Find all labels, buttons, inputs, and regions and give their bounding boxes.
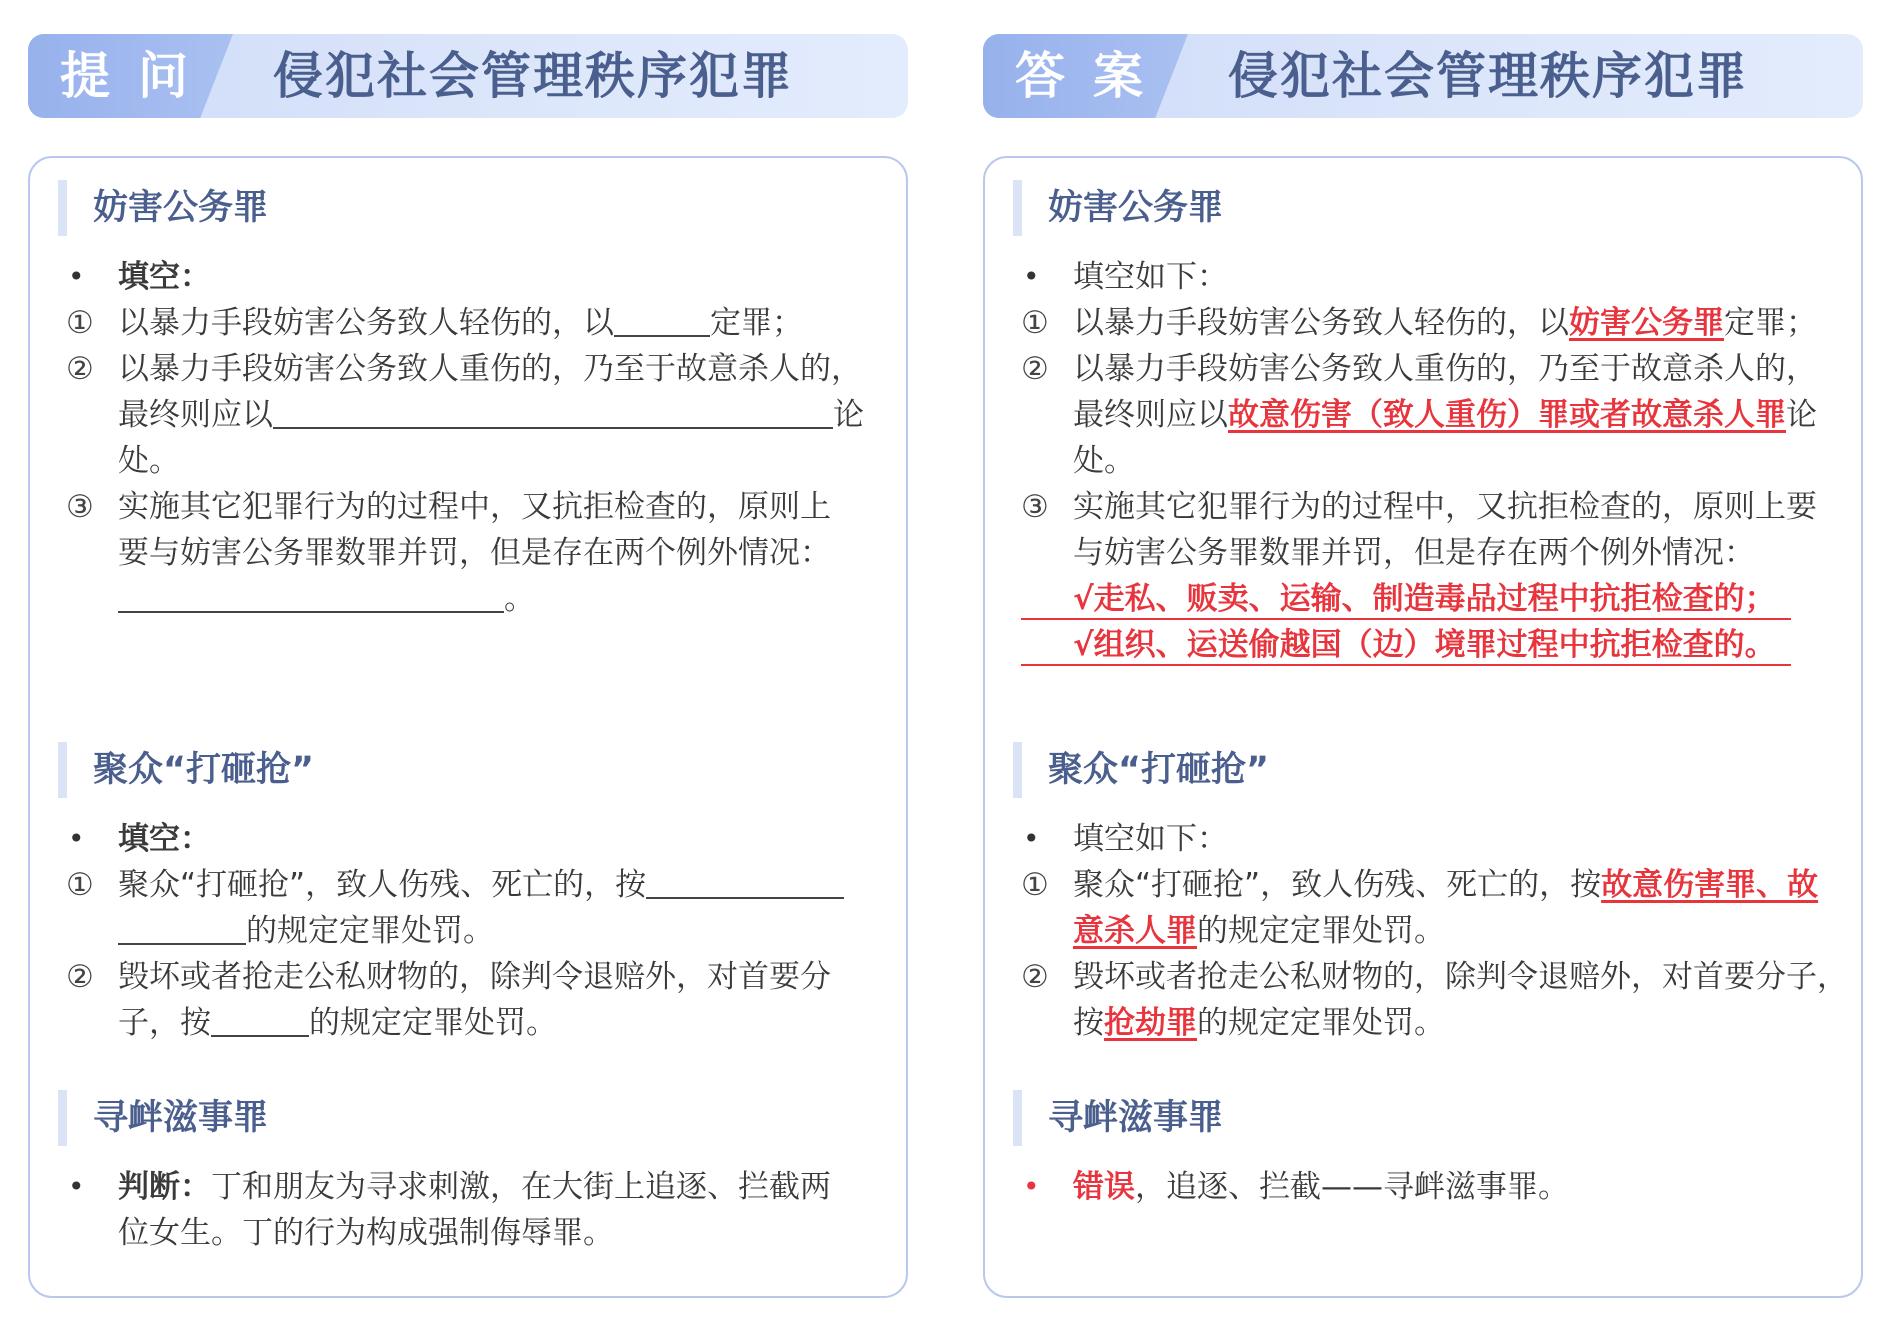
list-item-cont — [985, 438, 1845, 484]
item-text: 聚众“打砸抢”，致人伤残、死亡的，按 — [118, 862, 844, 908]
section-title-provocation: 寻衅滋事罪 — [58, 1090, 268, 1146]
item-text: 的规定定罪处罚。 — [118, 908, 494, 954]
list-item-cont — [985, 530, 1845, 576]
list-item — [30, 862, 890, 908]
answer-text: √组织、运送偷越国（边）境罪过程中抗拒检查的。 — [1073, 627, 1776, 663]
circled-number: ① — [66, 305, 94, 341]
circled-number: ② — [66, 351, 94, 387]
question-panel — [28, 0, 908, 1323]
circled-number: ③ — [66, 489, 94, 525]
item-text: 意杀人罪的规定定罪处罚。 — [1073, 913, 1445, 949]
item-text: 以暴力手段妨害公务致人重伤的，乃至于故意杀人的， — [1073, 351, 1817, 387]
bullet-icon: • — [68, 1170, 85, 1203]
item-text: 最终则应以 论 — [118, 392, 864, 438]
item-text: 最终则应以故意伤害（致人重伤）罪或者故意杀人罪论 — [1073, 397, 1817, 433]
list-item — [985, 862, 1845, 908]
item-text: 子，按 的规定定罪处罚。 — [118, 1000, 557, 1046]
list-item — [30, 1164, 890, 1210]
circled-number: ③ — [1021, 489, 1049, 525]
circled-number: ① — [66, 867, 94, 903]
intro-label: 填空： — [118, 259, 211, 295]
answer-text: 妨害公务罪 — [1569, 305, 1724, 341]
item-text: 毁坏或者抢走公私财物的，除判令退赔外，对首要分 — [118, 959, 831, 995]
answer-header — [983, 34, 1863, 118]
section-title-smash-grab: 聚众“打砸抢” — [58, 742, 314, 798]
list-item-cont — [985, 908, 1845, 954]
intro-label: 填空如下： — [1073, 821, 1228, 857]
answer-text: 故意伤害罪、故 — [1601, 867, 1819, 903]
circled-number: ② — [66, 959, 94, 995]
circled-number: ① — [1021, 867, 1049, 903]
answer-text: √走私、贩卖、运输、制造毒品过程中抗拒检查的； — [1073, 581, 1776, 617]
item-text: 处。 — [118, 443, 180, 479]
section-title-smash-grab: 聚众“打砸抢” — [1013, 742, 1269, 798]
list-item-cont — [30, 1210, 890, 1256]
question-card — [28, 156, 908, 1298]
answer-underline — [1021, 618, 1791, 620]
answer-tab-label: 答案 — [1015, 47, 1171, 105]
item-text: 与妨害公务罪数罪并罚，但是存在两个例外情况： — [1073, 535, 1755, 571]
list-item — [985, 300, 1845, 346]
bullet-icon: • — [1023, 1170, 1040, 1203]
answer-title: 侵犯社会管理秩序犯罪 — [1228, 47, 1748, 105]
answer-panel — [983, 0, 1863, 1323]
list-item-cont — [30, 576, 890, 622]
question-tab-label: 提问 — [60, 47, 216, 105]
intro-label: 填空： — [118, 821, 211, 857]
blank-field — [118, 577, 504, 613]
item-text: 处。 — [1073, 443, 1135, 479]
item-text: 判断：丁和朋友为寻求刺激，在大街上追逐、拦截两 — [118, 1169, 831, 1205]
list-item-cont — [30, 1000, 890, 1046]
list-item — [30, 300, 890, 346]
list-item-cont — [985, 622, 1845, 668]
item-text: 按抢劫罪的规定定罪处罚。 — [1073, 1005, 1445, 1041]
blank-field — [211, 1001, 309, 1037]
item-text: 毁坏或者抢走公私财物的，除判令退赔外，对首要分子， — [1073, 959, 1848, 995]
blank-field — [646, 863, 844, 899]
item-text: 以暴力手段妨害公务致人轻伤的，以妨害公务罪定罪； — [1073, 305, 1817, 341]
bullet-icon: • — [1023, 822, 1040, 855]
list-item — [985, 954, 1848, 1000]
answer-text: 抢劫罪 — [1104, 1005, 1197, 1041]
list-item — [985, 816, 1845, 862]
list-item — [985, 484, 1845, 530]
list-item — [30, 346, 890, 392]
list-item-cont — [30, 530, 890, 576]
item-text: 。 — [118, 576, 535, 622]
list-item — [30, 816, 890, 862]
circled-number: ② — [1021, 959, 1049, 995]
item-text: 位女生。丁的行为构成强制侮辱罪。 — [118, 1215, 614, 1251]
list-item-cont — [30, 438, 890, 484]
bullet-icon: • — [68, 822, 85, 855]
item-text: 以暴力手段妨害公务致人轻伤的，以 定罪； — [118, 300, 803, 346]
item-text: 实施其它犯罪行为的过程中，又抗拒检查的，原则上 — [118, 489, 831, 525]
item-text: 聚众“打砸抢”，致人伤残、死亡的，按故意伤害罪、故 — [1073, 867, 1819, 903]
list-item — [985, 254, 1845, 300]
item-text: 要与妨害公务罪数罪并罚，但是存在两个例外情况： — [118, 535, 831, 571]
answer-text: 意杀人罪 — [1073, 913, 1197, 949]
circled-number: ② — [1021, 351, 1049, 387]
list-item-cont — [30, 908, 890, 954]
list-item-cont — [985, 1000, 1845, 1046]
section-title-obstruct: 妨害公务罪 — [1013, 180, 1223, 236]
section-title-obstruct: 妨害公务罪 — [58, 180, 268, 236]
circled-number: ① — [1021, 305, 1049, 341]
list-item — [30, 954, 890, 1000]
item-text: 错误，追逐、拦截——寻衅滋事罪。 — [1073, 1169, 1569, 1205]
list-item — [30, 484, 890, 530]
section-title-provocation: 寻衅滋事罪 — [1013, 1090, 1223, 1146]
list-item-cont — [985, 392, 1845, 438]
question-header — [28, 34, 908, 118]
list-item-cont — [30, 392, 890, 438]
answer-text: 故意伤害（致人重伤）罪或者故意杀人罪 — [1228, 397, 1786, 433]
blank-field — [118, 909, 246, 945]
intro-label: 填空如下： — [1073, 259, 1228, 295]
question-title: 侵犯社会管理秩序犯罪 — [273, 47, 793, 105]
item-text: 实施其它犯罪行为的过程中，又抗拒检查的，原则上要 — [1073, 489, 1817, 525]
blank-field — [273, 393, 833, 429]
bullet-icon: • — [68, 260, 85, 293]
answer-card — [983, 156, 1863, 1298]
blank-field — [614, 301, 710, 337]
list-item — [985, 346, 1845, 392]
list-item-cont — [985, 576, 1845, 622]
answer-underline — [1021, 664, 1791, 666]
item-text: 以暴力手段妨害公务致人重伤的，乃至于故意杀人的， — [118, 351, 862, 387]
list-item — [30, 254, 890, 300]
list-item — [985, 1164, 1845, 1210]
bullet-icon: • — [1023, 260, 1040, 293]
